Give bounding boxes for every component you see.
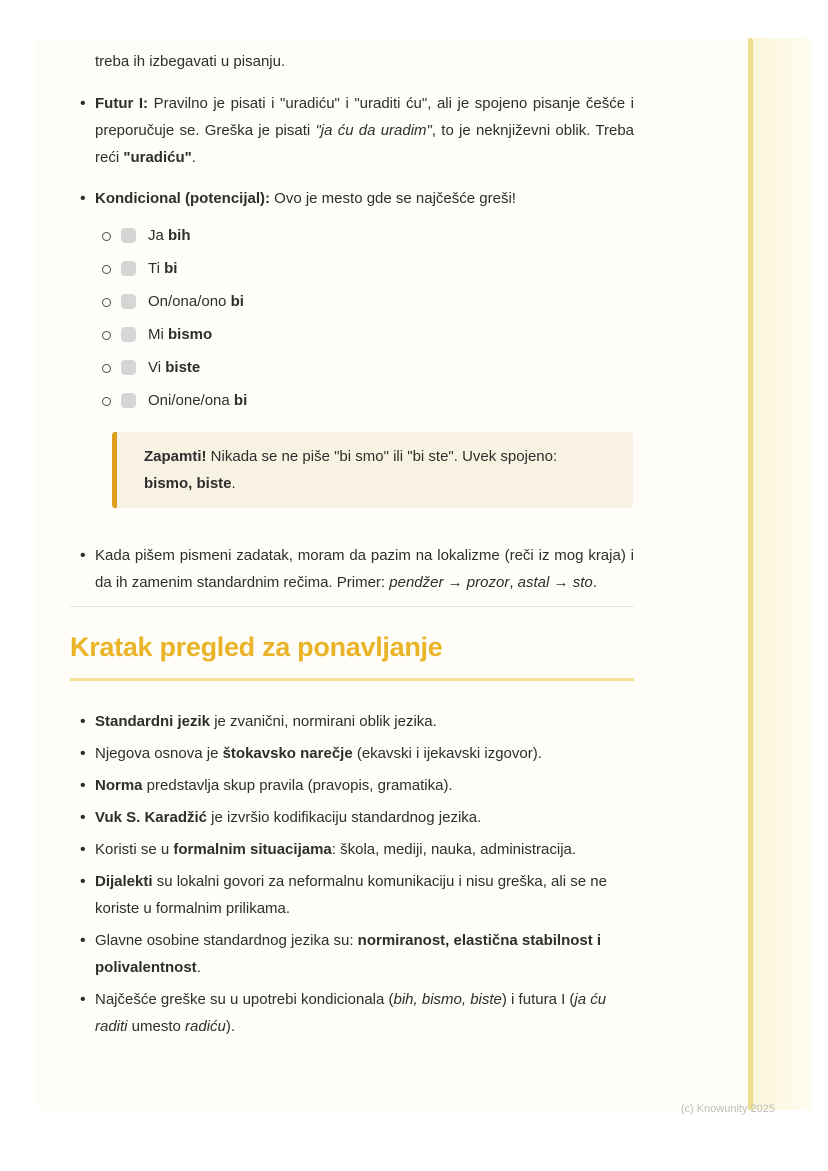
callout-note: [112, 432, 633, 508]
checklist-item-label: Vi biste: [148, 359, 201, 376]
checklist-item: [100, 255, 634, 282]
summary-item-text: Njegova osnova je štokavsko narečje (ekavski i ijekavski izgovor).: [95, 745, 542, 762]
checklist-item: [100, 354, 634, 381]
checklist-item: [100, 321, 634, 348]
watermark: (c) Knowunity 2025: [680, 1103, 775, 1115]
section-title: Kratak pregled za ponavljanje: [70, 631, 634, 681]
bullet-item-text: Kondicional (potencijal): Ovo je mesto gde se najčešće greši!: [95, 190, 516, 207]
checkbox[interactable]: [121, 327, 136, 342]
callout-text: Zapamti! Nikada se ne piše "bi smo" ili "bi ste". Uvek spojeno: bismo, biste.: [144, 448, 558, 492]
bullet-item: [95, 542, 634, 596]
checklist-item-label: Mi bismo: [148, 326, 213, 343]
summary-item-text: Norma predstavlja skup pravila (pravopis, gramatika).: [95, 777, 453, 794]
summary-item-text: Glavne osobine standardnog jezika su: normiranost, elastična stabilnost i polivalentnost.: [95, 932, 602, 976]
checklist-item-label: Ti bi: [148, 260, 178, 277]
summary-item: [95, 868, 634, 922]
checkbox[interactable]: [121, 228, 136, 243]
bullet-item-text: Kada pišem pismeni zadatak, moram da pazim na lokalizme (reči iz mog kraja) i da ih zamenim standardnim rečima. Primer: pendžer → prozor, astal → sto.: [95, 547, 634, 591]
grammar-bullet-list: [95, 90, 634, 212]
summary-item-text: Vuk S. Karadžić je izvršio kodifikaciju standardnog jezika.: [95, 809, 482, 826]
checklist-item: [100, 387, 634, 414]
page-content: [70, 38, 634, 1040]
checkbox[interactable]: [121, 393, 136, 408]
summary-bullet-list: [95, 708, 634, 1040]
checklist-item-label: Oni/one/ona bi: [148, 392, 248, 409]
summary-item: [95, 772, 634, 799]
margin-accent-strip: [753, 38, 812, 1110]
checklist-item-label: Ja bih: [148, 227, 191, 244]
checkbox[interactable]: [121, 261, 136, 276]
document-page: [36, 38, 812, 1110]
summary-item-text: Koristi se u formalnim situacijama: škola, mediji, nauka, administracija.: [95, 841, 577, 858]
checklist-item: [100, 222, 634, 249]
summary-item: [95, 927, 634, 981]
bullet-item: [95, 185, 634, 212]
summary-item: [95, 804, 634, 831]
bullet-item: [95, 90, 634, 171]
bullet-item-text: Futur I: Pravilno je pisati i "uradiću" i "uraditi ću", ali je spojeno pisanje češće i preporučuje se. Greška je pisati "ja ću da uradim", to je neknjiževni oblik. Treba reći "uradiću".: [95, 95, 635, 166]
checklist-item-label: On/ona/ono bi: [148, 293, 244, 310]
checkbox[interactable]: [121, 294, 136, 309]
checkbox[interactable]: [121, 360, 136, 375]
intro-paragraph: treba ih izbegavati u pisanju.: [95, 53, 286, 70]
summary-item-text: Standardni jezik je zvanični, normirani oblik jezika.: [95, 713, 437, 730]
localisms-bullet-list: [95, 542, 634, 596]
summary-item: [95, 986, 634, 1040]
summary-item-text: Dijalekti su lokalni govori za neformalnu komunikaciju i nisu greška, ali se ne koriste u formalnim prilikama.: [95, 873, 607, 917]
summary-item: [95, 836, 634, 863]
conditional-checklist: [100, 222, 634, 414]
section-divider: [70, 606, 634, 607]
summary-item: [95, 740, 634, 767]
checklist-item: [100, 288, 634, 315]
summary-item-text: Najčešće greške su u upotrebi kondicionala (bih, bismo, biste) i futura I (ja ću raditi umesto radiću).: [95, 991, 607, 1035]
summary-item: [95, 708, 634, 735]
